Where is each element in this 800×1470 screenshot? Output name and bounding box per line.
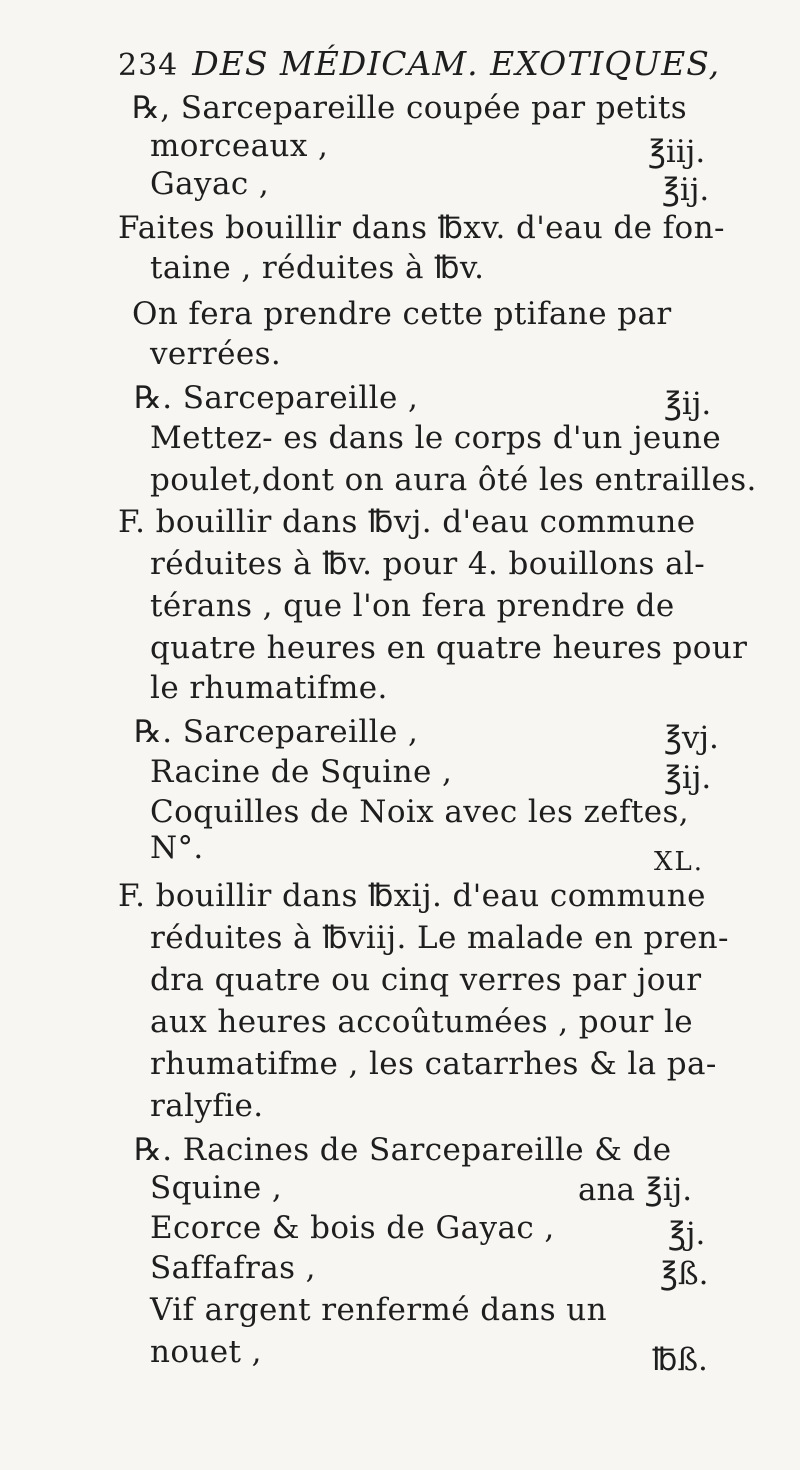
text-line: F. bouillir dans ℔xij. d'eau commune bbox=[118, 878, 706, 914]
text-line: ℞. Sarcepareille , bbox=[134, 714, 419, 750]
text-line: Gayac , bbox=[150, 166, 270, 202]
text-line: ralyfie. bbox=[150, 1088, 264, 1124]
text-line: N°. bbox=[150, 830, 204, 866]
text-line: Mettez- es dans le corps d'un jeune bbox=[150, 420, 722, 456]
quantity: ℥vj. bbox=[664, 720, 719, 756]
text-line: poulet,dont on aura ôté les entrailles. bbox=[150, 462, 757, 498]
page-number: 234 bbox=[118, 48, 179, 83]
text-line: Vif argent renfermé dans un bbox=[150, 1292, 608, 1328]
text-line: On fera prendre cette ptifane par bbox=[132, 296, 672, 332]
quantity: ℥ij. bbox=[662, 172, 710, 208]
quantity: ℥ij. bbox=[664, 760, 712, 796]
text-line: réduites à ℔viij. Le malade en pren- bbox=[150, 920, 729, 956]
quantity: ℥ij. bbox=[664, 386, 712, 422]
text-line: taine , réduites à ℔v. bbox=[150, 250, 485, 286]
running-title: DES MÉDICAM. EXOTIQUES, bbox=[192, 44, 721, 83]
text-line: réduites à ℔v. pour 4. bouillons al- bbox=[150, 546, 706, 582]
text-line: morceaux , bbox=[150, 128, 329, 164]
running-header bbox=[118, 44, 720, 86]
text-line: quatre heures en quatre heures pour bbox=[150, 630, 748, 666]
quantity: XL. bbox=[654, 847, 705, 877]
quantity: ℔ß. bbox=[652, 1342, 708, 1378]
text-line: Squine , bbox=[150, 1170, 283, 1206]
text-line: Saffafras , bbox=[150, 1250, 316, 1286]
text-line: F. bouillir dans ℔vj. d'eau commune bbox=[118, 504, 696, 540]
text-line: rhumatifme , les catarrhes & la pa- bbox=[150, 1046, 717, 1082]
text-line: nouet , bbox=[150, 1334, 262, 1370]
text-line: térans , que l'on fera prendre de bbox=[150, 588, 675, 624]
text-line: le rhumatifme. bbox=[150, 670, 388, 706]
quantity: ana ℥ij. bbox=[578, 1172, 693, 1208]
quantity: ℥iij. bbox=[648, 134, 706, 170]
text-line: Faites bouillir dans ℔xv. d'eau de fon- bbox=[118, 210, 725, 246]
text-line: Ecorce & bois de Gayac , bbox=[150, 1210, 555, 1246]
text-line: Coquilles de Noix avec les zeftes, bbox=[150, 794, 690, 830]
quantity: ℥ß. bbox=[660, 1256, 709, 1292]
text-line: verrées. bbox=[150, 336, 282, 372]
text-line: dra quatre ou cinq verres par jour bbox=[150, 962, 702, 998]
text-line: ℞, Sarcepareille coupée par petits bbox=[132, 90, 688, 126]
text-line: aux heures accoûtumées , pour le bbox=[150, 1004, 694, 1040]
text-line: Racine de Squine , bbox=[150, 754, 453, 790]
quantity: ℥j. bbox=[668, 1216, 706, 1252]
text-line: ℞. Racines de Sarcepareille & de bbox=[134, 1132, 672, 1168]
text-line: ℞. Sarcepareille , bbox=[134, 380, 419, 416]
